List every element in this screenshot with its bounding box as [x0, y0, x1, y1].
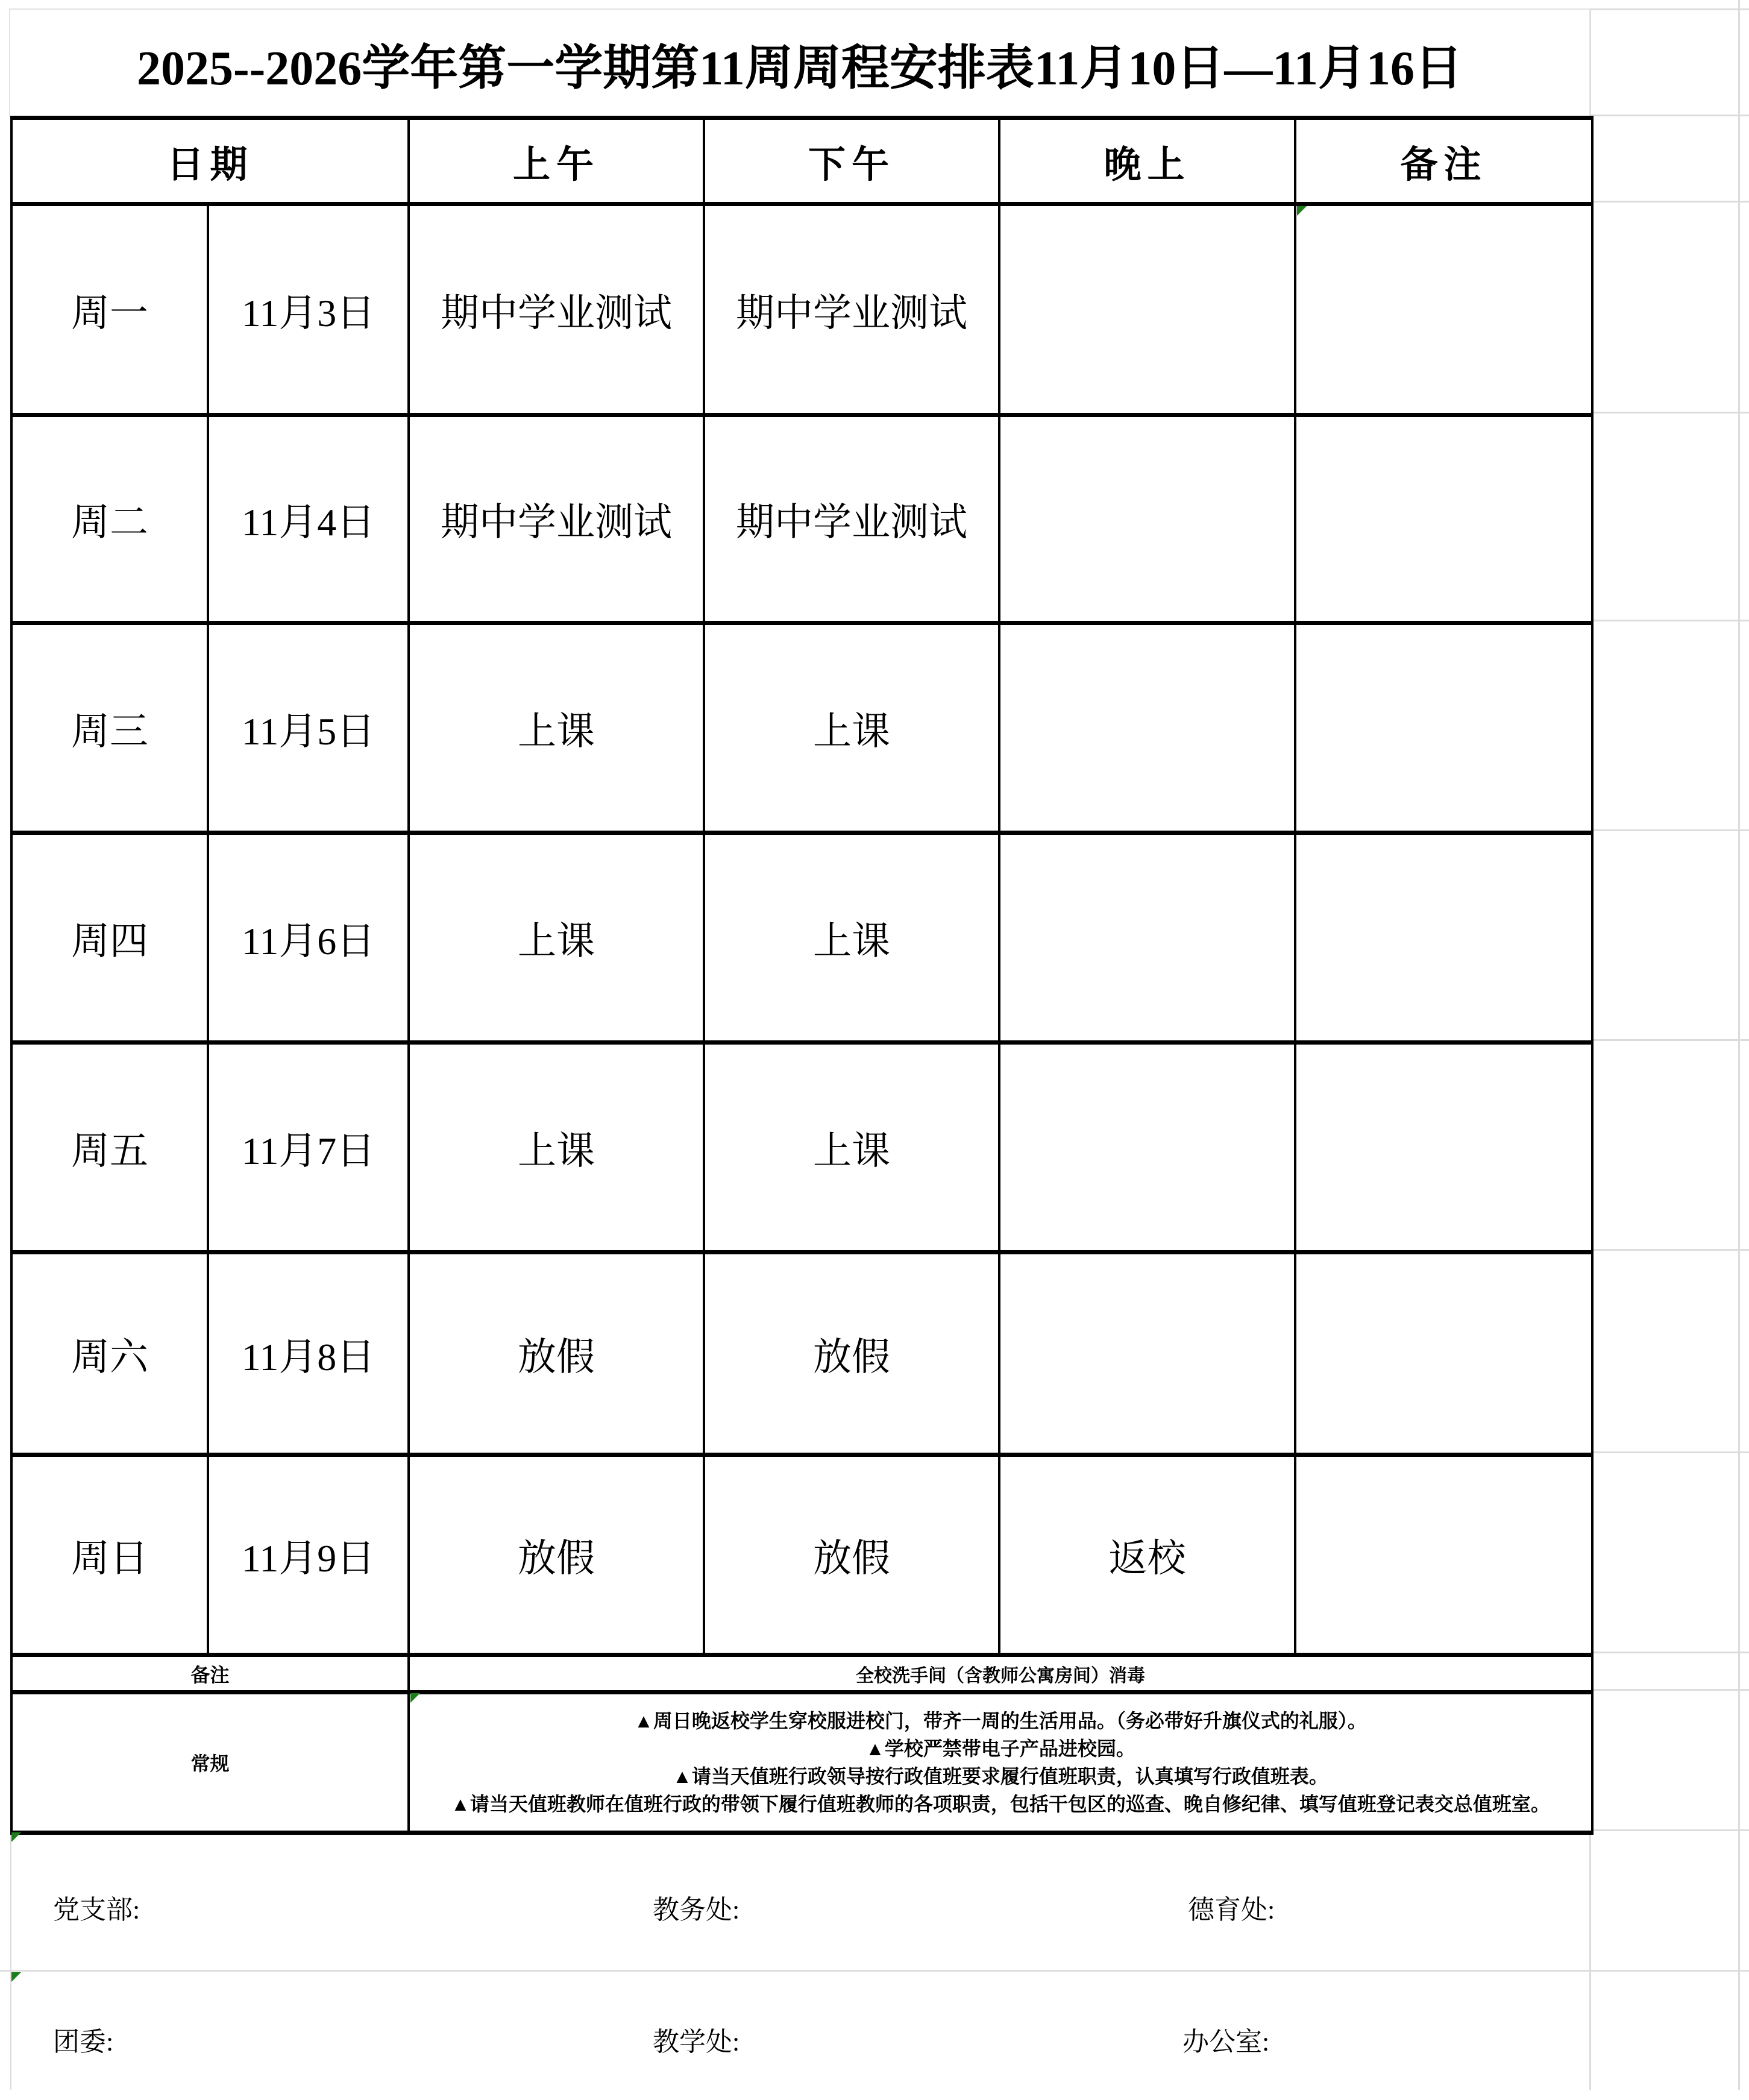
date-cell: 11月7日 — [208, 1043, 409, 1253]
gridline-vertical-below-table — [1589, 1831, 1591, 2090]
date-cell: 11月8日 — [208, 1253, 409, 1455]
gridline-right-strip-row — [1591, 412, 1749, 413]
date-cell: 11月3日 — [208, 204, 409, 415]
afternoon-cell: 期中学业测试 — [704, 415, 999, 623]
day-cell: 周五 — [11, 1043, 208, 1253]
routine-note-line: ▲请当天值班教师在值班行政的带领下履行值班教师的各项职责，包括干包区的巡查、晚自修纪律、填写值班登记表交总值班室。 — [451, 1793, 1550, 1815]
header-remark: 备注 — [1295, 118, 1592, 204]
remark-cell — [1295, 1455, 1592, 1655]
gridline-vertical-left-below-table — [10, 1831, 11, 2090]
date-cell: 11月5日 — [208, 623, 409, 833]
remark-summary-row — [11, 1655, 1592, 1693]
morning-cell: 期中学业测试 — [409, 415, 704, 623]
gridline-footer-separator — [0, 1970, 1749, 1972]
gridline-right-strip-row — [1591, 201, 1749, 203]
header-row — [11, 118, 1592, 204]
header-morning: 上午 — [409, 118, 704, 204]
routine-row — [11, 1693, 1592, 1833]
header-afternoon: 下午 — [704, 118, 999, 204]
date-cell: 11月6日 — [208, 833, 409, 1043]
remark-cell — [1295, 204, 1592, 415]
morning-cell: 放假 — [409, 1455, 704, 1655]
evening-cell — [999, 833, 1295, 1043]
afternoon-cell: 放假 — [704, 1253, 999, 1455]
date-cell: 11月9日 — [208, 1455, 409, 1655]
gridline-right-strip-row — [1591, 1249, 1749, 1251]
remark-row-label: 备注 — [11, 1655, 409, 1693]
evening-cell — [999, 204, 1295, 415]
gridline-right-strip-row — [1591, 829, 1749, 831]
table-row-tuesday — [11, 415, 1592, 623]
evening-cell — [999, 415, 1295, 623]
gridline-right-strip-row — [1591, 620, 1749, 621]
afternoon-cell: 上课 — [704, 623, 999, 833]
signature-youth-league: 团委: — [53, 2027, 114, 2057]
gridline-right-strip-row — [1591, 1039, 1749, 1041]
page-title: 2025--2026学年第一学期第11周周程安排表11月10日—11月16日 — [9, 8, 1590, 117]
day-cell: 周二 — [11, 415, 208, 623]
table-row-monday — [11, 204, 1592, 415]
routine-note-line: ▲学校严禁带电子产品进校园。 — [865, 1738, 1135, 1759]
routine-note-line: ▲请当天值班行政领导按行政值班要求履行值班职责，认真填写行政值班表。 — [673, 1765, 1328, 1787]
cell-error-marker-icon — [11, 1972, 21, 1982]
morning-cell: 期中学业测试 — [409, 204, 704, 415]
table-row-friday — [11, 1043, 1592, 1253]
day-cell: 周六 — [11, 1253, 208, 1455]
afternoon-cell: 上课 — [704, 1043, 999, 1253]
morning-cell: 上课 — [409, 623, 704, 833]
header-date: 日期 — [11, 118, 409, 204]
cell-error-marker-icon — [410, 1693, 420, 1703]
date-cell: 11月4日 — [208, 415, 409, 623]
remark-cell — [1295, 623, 1592, 833]
gridline-right-strip-row — [1591, 1652, 1749, 1653]
remark-cell — [1295, 1253, 1592, 1455]
morning-cell: 放假 — [409, 1253, 704, 1455]
day-cell: 周日 — [11, 1455, 208, 1655]
gridline-right-strip-row — [1591, 8, 1749, 10]
evening-cell — [999, 623, 1295, 833]
remark-row-content: 全校洗手间（含教师公寓房间）消毒 — [409, 1655, 1592, 1693]
evening-cell: 返校 — [999, 1455, 1295, 1655]
signature-teaching-office: 教学处: — [653, 2027, 740, 2057]
afternoon-cell: 放假 — [704, 1455, 999, 1655]
routine-note-line: ▲周日晚返校学生穿校服进校门，带齐一周的生活用品。（务必带好升旗仪式的礼服）。 — [634, 1710, 1367, 1732]
day-cell: 周四 — [11, 833, 208, 1043]
cell-error-marker-icon — [11, 1832, 21, 1842]
table-row-thursday — [11, 833, 1592, 1043]
table-row-saturday — [11, 1253, 1592, 1455]
signature-party-branch: 党支部: — [53, 1895, 140, 1925]
morning-cell: 上课 — [409, 1043, 704, 1253]
routine-row-label: 常规 — [11, 1693, 409, 1833]
remark-cell — [1295, 415, 1592, 623]
gridline-right-strip-row — [1591, 1451, 1749, 1453]
schedule-table — [10, 116, 1594, 1835]
afternoon-cell: 上课 — [704, 833, 999, 1043]
evening-cell — [999, 1253, 1295, 1455]
signature-general-office: 办公室: — [1182, 2027, 1270, 2057]
remark-cell — [1295, 833, 1592, 1043]
morning-cell: 上课 — [409, 833, 704, 1043]
table-row-wednesday — [11, 623, 1592, 833]
remark-cell — [1295, 1043, 1592, 1253]
cell-error-marker-icon — [1297, 206, 1307, 216]
routine-row-content — [409, 1693, 1592, 1833]
day-cell: 周一 — [11, 204, 208, 415]
header-evening: 晚上 — [999, 118, 1295, 204]
afternoon-cell: 期中学业测试 — [704, 204, 999, 415]
day-cell: 周三 — [11, 623, 208, 833]
gridline-vertical-right-edge — [1738, 0, 1740, 2090]
gridline-right-strip-row — [1591, 115, 1749, 116]
evening-cell — [999, 1043, 1295, 1253]
signature-moral-education: 德育处: — [1188, 1895, 1275, 1925]
table-row-sunday — [11, 1455, 1592, 1655]
gridline-right-strip-row — [1591, 1829, 1749, 1831]
signature-academic-affairs: 教务处: — [653, 1895, 740, 1925]
gridline-right-strip-row — [1591, 1689, 1749, 1691]
